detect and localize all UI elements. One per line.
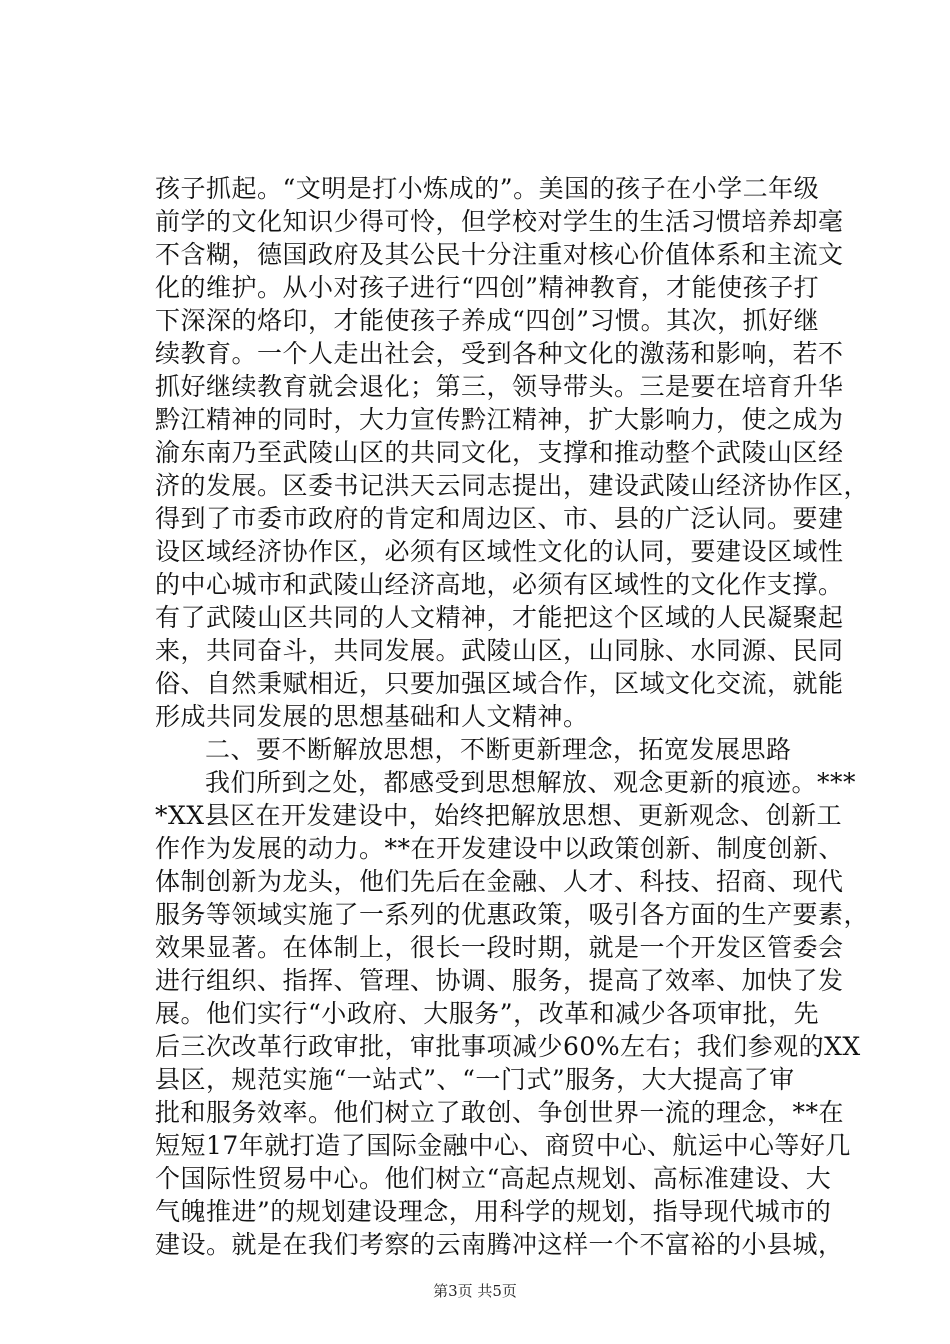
text-line: 前学的文化知识少得可怜，但学校对学生的生活习惯培养却毫 (155, 207, 844, 236)
text-line: 个国际性贸易中心。他们树立“高起点规划、高标准建设、大 (155, 1164, 832, 1193)
text-line: 县区，规范实施“一站式”、“一门式”服务，大大提高了审 (155, 1065, 795, 1094)
page-number-footer: 第3页 共5页 (433, 1282, 517, 1300)
text-line: 来，共同奋斗，共同发展。武陵山区，山同脉、水同源、民同 (155, 636, 844, 665)
text-line: 下深深的烙印，才能使孩子养成“四创”习惯。其次，抓好继 (155, 306, 820, 335)
section-heading: 二、要不断解放思想，不断更新理念，拓宽发展思路 (205, 735, 792, 764)
text-line: 效果显著。在体制上，很长一段时期，就是一个开发区管委会 (155, 933, 844, 962)
text-line: 气魄推进”的规划建设理念，用科学的规划，指导现代城市的 (155, 1197, 832, 1226)
text-line: 展。他们实行“小政府、大服务”，改革和减少各项审批，先 (155, 999, 820, 1028)
text-line: 化的维护。从小对孩子进行“四创”精神教育，才能使孩子打 (155, 273, 820, 302)
text-line: 后三次改革行政审批，审批事项减少60%左右；我们参观的XX (155, 1032, 861, 1061)
text-line: 济的发展。区委书记洪天云同志提出，建设武陵山经济协作区， (155, 471, 870, 500)
text-line: 得到了市委市政府的肯定和周边区、市、县的广泛认同。要建 (155, 504, 844, 533)
text-line: 的中心城市和武陵山经济高地，必须有区域性的文化作支撑。 (155, 570, 844, 599)
text-line: 形成共同发展的思想基础和人文精神。 (155, 702, 589, 731)
text-line: 服务等领域实施了一系列的优惠政策，吸引各方面的生产要素， (155, 900, 870, 929)
text-line: *XX县区在开发建设中，始终把解放思想、更新观念、创新工 (155, 801, 843, 830)
text-line: 续教育。一个人走出社会，受到各种文化的激荡和影响，若不 (155, 339, 844, 368)
document-body (155, 172, 870, 1261)
text-line: 进行组织、指挥、管理、协调、服务，提高了效率、加快了发 (155, 966, 844, 995)
text-line: 体制创新为龙头，他们先后在金融、人才、科技、招商、现代 (155, 867, 844, 896)
paragraph-start: 我们所到之处，都感受到思想解放、观念更新的痕迹。*** (205, 768, 857, 797)
text-line: 不含糊，德国政府及其公民十分注重对核心价值体系和主流文 (155, 240, 844, 269)
text-line: 短短17年就打造了国际金融中心、商贸中心、航运中心等好几 (155, 1131, 851, 1160)
text-line: 设区域经济协作区，必须有区域性文化的认同，要建设区域性 (155, 537, 844, 566)
text-line: 有了武陵山区共同的人文精神，才能把这个区域的人民凝聚起 (155, 603, 844, 632)
text-line: 建设。就是在我们考察的云南腾冲这样一个不富裕的小县城， (155, 1230, 844, 1259)
text-line: 作作为发展的动力。**在开发建设中以政策创新、制度创新、 (155, 834, 845, 863)
text-line: 抓好继续教育就会退化；第三，领导带头。三是要在培育升华 (155, 372, 844, 401)
text-line: 俗、自然秉赋相近，只要加强区域合作，区域文化交流，就能 (155, 669, 844, 698)
text-line: 批和服务效率。他们树立了敢创、争创世界一流的理念，**在 (155, 1098, 845, 1127)
text-line: 黔江精神的同时，大力宣传黔江精神，扩大影响力，使之成为 (155, 405, 844, 434)
text-line: 孩子抓起。“文明是打小炼成的”。美国的孩子在小学二年级 (155, 174, 820, 203)
text-line: 渝东南乃至武陵山区的共同文化，支撑和推动整个武陵山区经 (155, 438, 844, 467)
